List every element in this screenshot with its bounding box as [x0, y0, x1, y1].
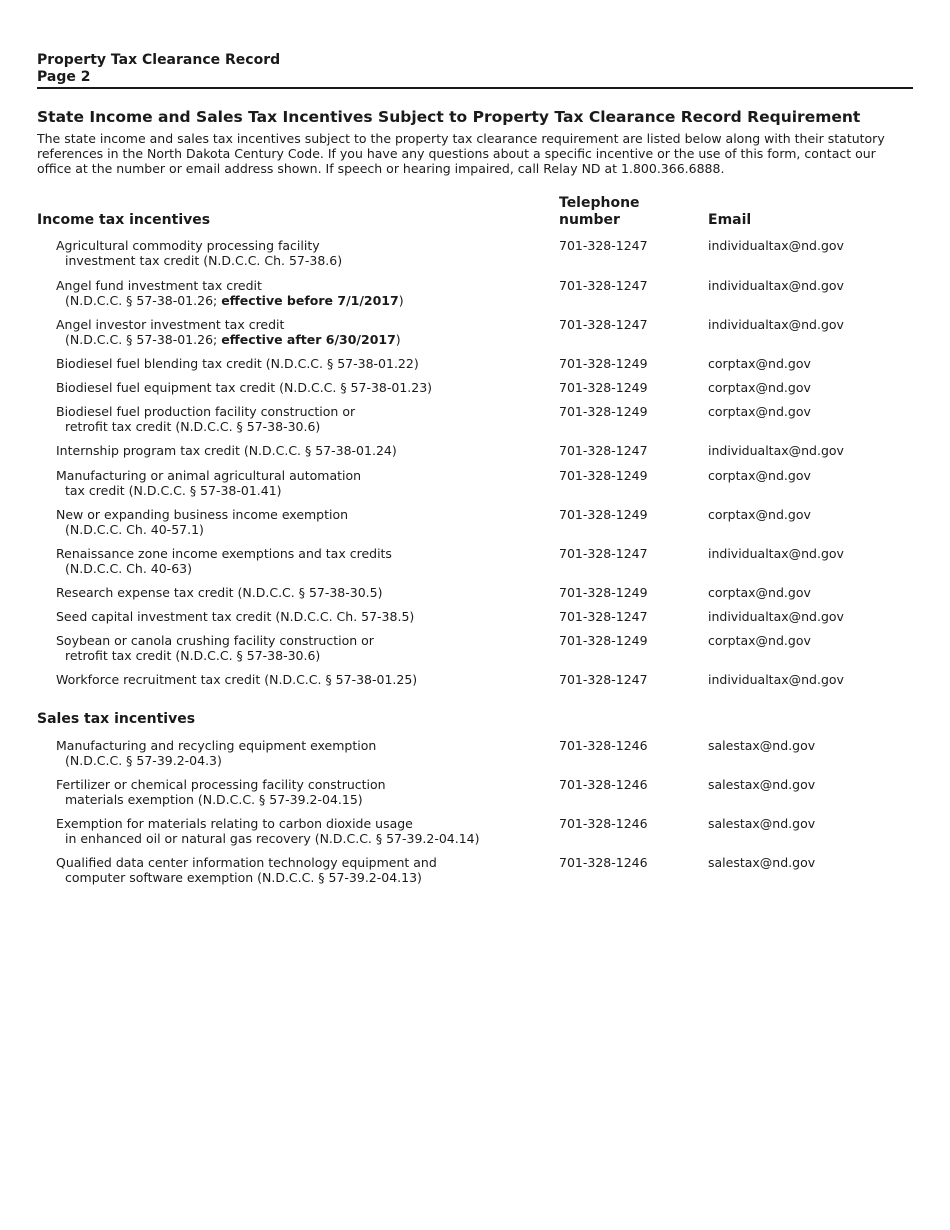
description-line: Manufacturing or animal agricultural automation: [56, 468, 362, 483]
telephone-number: 701-328-1249: [559, 356, 648, 371]
incentive-description: [56, 317, 546, 347]
telephone-number: 701-328-1246: [559, 855, 648, 870]
telephone-number: 701-328-1247: [559, 238, 648, 253]
description-line: Biodiesel fuel blending tax credit (N.D.C.C. § 57-38-01.22): [56, 356, 419, 371]
email-address: individualtax@nd.gov: [708, 609, 844, 624]
telephone-number: 701-328-1249: [559, 468, 648, 483]
incentive-description: [56, 546, 546, 576]
description-line: in enhanced oil or natural gas recovery (N.D.C.C. § 57-39.2-04.14): [65, 831, 480, 846]
statute-reference: (N.D.C.C. § 57-38-01.26;: [65, 293, 222, 308]
email-address: salestax@nd.gov: [708, 855, 816, 870]
description-line: Soybean or canola crushing facility construction or: [56, 633, 374, 648]
email-address: salestax@nd.gov: [708, 816, 816, 831]
incentive-description: [56, 855, 546, 885]
email-column-header: Email: [708, 212, 752, 228]
telephone-number: 701-328-1247: [559, 317, 648, 332]
description-line: Biodiesel fuel production facility construction or: [56, 404, 356, 419]
description-line: Research expense tax credit (N.D.C.C. § 57-38-30.5): [56, 585, 383, 600]
email-address: corptax@nd.gov: [708, 585, 811, 600]
closing-paren: ): [398, 293, 404, 308]
email-address: individualtax@nd.gov: [708, 238, 844, 253]
email-address: salestax@nd.gov: [708, 738, 816, 753]
description-line: retrofit tax credit (N.D.C.C. § 57-38-30.6): [65, 648, 321, 663]
description-line: Angel fund investment tax credit: [56, 278, 262, 293]
email-address: corptax@nd.gov: [708, 356, 811, 371]
telephone-number: 701-328-1247: [559, 609, 648, 624]
incentive-description: [56, 633, 546, 663]
income-heading: Income tax incentives: [37, 212, 211, 228]
telephone-number: 701-328-1249: [559, 633, 648, 648]
intro-line: The state income and sales tax incentives subject to the property tax clearance requirement are listed below along with their statutory: [37, 131, 885, 146]
description-line: Biodiesel fuel equipment tax credit (N.D.C.C. § 57-38-01.23): [56, 380, 433, 395]
email-address: individualtax@nd.gov: [708, 317, 844, 332]
description-line: retrofit tax credit (N.D.C.C. § 57-38-30.6): [65, 419, 321, 434]
email-address: individualtax@nd.gov: [708, 443, 844, 458]
description-line: tax credit (N.D.C.C. § 57-38-01.41): [65, 483, 282, 498]
incentive-description: [56, 816, 546, 846]
incentive-description: [56, 380, 546, 395]
intro-paragraph: [37, 131, 913, 176]
description-line: Internship program tax credit (N.D.C.C. § 57-38-01.24): [56, 443, 397, 458]
page-number: Page 2: [37, 69, 91, 85]
telephone-header-line2: number: [559, 212, 620, 228]
telephone-number: 701-328-1249: [559, 507, 648, 522]
effective-date-note: effective before 7/1/2017: [221, 293, 399, 308]
incentive-description: [56, 238, 546, 268]
telephone-number: 701-328-1246: [559, 816, 648, 831]
section-title: State Income and Sales Tax Incentives Subject to Property Tax Clearance Record Requirement: [37, 108, 861, 126]
document-title: Property Tax Clearance Record: [37, 52, 281, 68]
telephone-number: 701-328-1247: [559, 278, 648, 293]
telephone-number: 701-328-1247: [559, 672, 648, 687]
telephone-header-line1: Telephone: [559, 195, 640, 211]
effective-date-note: effective after 6/30/2017: [221, 332, 396, 347]
telephone-column-header: [559, 195, 640, 229]
description-line: [56, 293, 546, 308]
incentive-description: [56, 404, 546, 434]
telephone-number: 701-328-1249: [559, 585, 648, 600]
incentive-description: [56, 443, 546, 458]
telephone-number: 701-328-1246: [559, 777, 648, 792]
description-line: Seed capital investment tax credit (N.D.C.C. Ch. 57-38.5): [56, 609, 415, 624]
description-line: Workforce recruitment tax credit (N.D.C.C. § 57-38-01.25): [56, 672, 418, 687]
telephone-number: 701-328-1246: [559, 738, 648, 753]
incentive-description: [56, 585, 546, 600]
incentive-description: [56, 609, 546, 624]
intro-line: office at the number or email address shown. If speech or hearing impaired, call Relay ND at 1.800.366.6888.: [37, 161, 725, 176]
header-rule: [37, 87, 913, 89]
incentive-description: [56, 507, 546, 537]
description-line: Qualified data center information technology equipment and: [56, 855, 437, 870]
page-header: [37, 52, 913, 86]
description-line: New or expanding business income exemption: [56, 507, 349, 522]
incentive-description: [56, 278, 546, 308]
description-line: Fertilizer or chemical processing facility construction: [56, 777, 386, 792]
description-line: [56, 332, 546, 347]
sales-heading: Sales tax incentives: [37, 711, 196, 727]
incentive-description: [56, 356, 546, 371]
email-address: corptax@nd.gov: [708, 507, 811, 522]
description-line: Agricultural commodity processing facility: [56, 238, 320, 253]
email-address: individualtax@nd.gov: [708, 672, 844, 687]
telephone-number: 701-328-1249: [559, 380, 648, 395]
telephone-number: 701-328-1249: [559, 404, 648, 419]
email-address: corptax@nd.gov: [708, 404, 811, 419]
telephone-number: 701-328-1247: [559, 443, 648, 458]
description-line: Manufacturing and recycling equipment exemption: [56, 738, 377, 753]
email-address: corptax@nd.gov: [708, 468, 811, 483]
statute-reference: (N.D.C.C. § 57-38-01.26;: [65, 332, 222, 347]
description-line: (N.D.C.C. Ch. 40-57.1): [65, 522, 204, 537]
email-address: individualtax@nd.gov: [708, 278, 844, 293]
incentive-description: [56, 738, 546, 768]
description-line: investment tax credit (N.D.C.C. Ch. 57-38.6): [65, 253, 343, 268]
email-address: salestax@nd.gov: [708, 777, 816, 792]
incentive-description: [56, 468, 546, 498]
incentive-description: [56, 672, 546, 687]
closing-paren: ): [395, 332, 401, 347]
description-line: Exemption for materials relating to carbon dioxide usage: [56, 816, 413, 831]
email-address: corptax@nd.gov: [708, 380, 811, 395]
email-address: individualtax@nd.gov: [708, 546, 844, 561]
description-line: (N.D.C.C. Ch. 40-63): [65, 561, 192, 576]
intro-line: references in the North Dakota Century Code. If you have any questions about a specific incentive or the use of this form, contact our: [37, 146, 876, 161]
description-line: Angel investor investment tax credit: [56, 317, 285, 332]
description-line: materials exemption (N.D.C.C. § 57-39.2-04.15): [65, 792, 363, 807]
description-line: (N.D.C.C. § 57-39.2-04.3): [65, 753, 222, 768]
telephone-number: 701-328-1247: [559, 546, 648, 561]
email-address: corptax@nd.gov: [708, 633, 811, 648]
incentive-description: [56, 777, 546, 807]
description-line: Renaissance zone income exemptions and tax credits: [56, 546, 392, 561]
description-line: computer software exemption (N.D.C.C. § 57-39.2-04.13): [65, 870, 422, 885]
